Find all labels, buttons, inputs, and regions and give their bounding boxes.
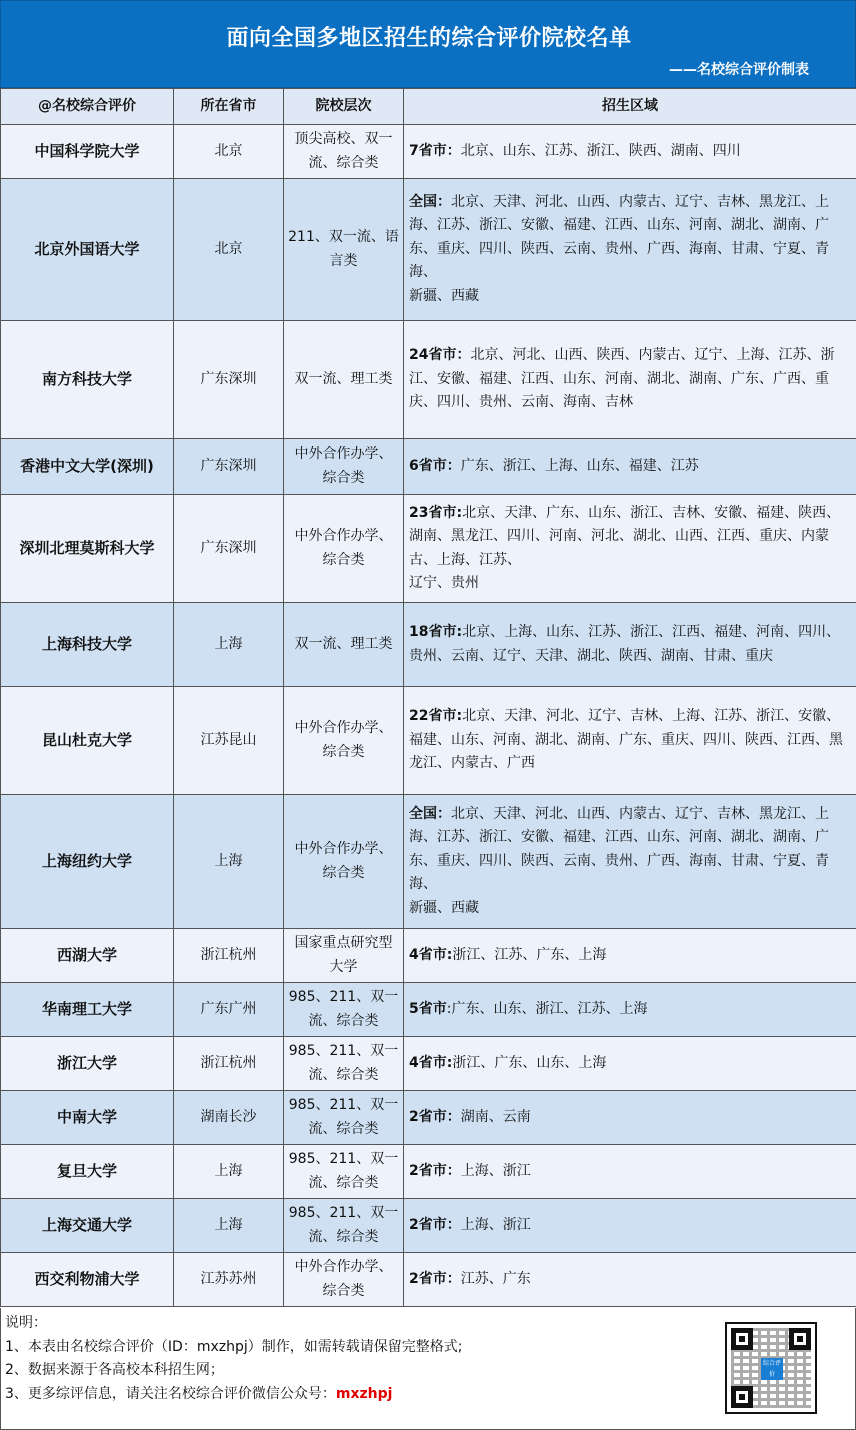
qr-center-logo: 综合评价	[762, 1360, 781, 1378]
school-level: 国家重点研究型大学	[284, 929, 404, 983]
table-row	[1, 1145, 856, 1199]
school-name: 西交利物浦大学	[1, 1253, 174, 1307]
school-name: 复旦大学	[1, 1145, 174, 1199]
admission-region	[404, 687, 856, 795]
qr-finder-top-left	[731, 1328, 753, 1350]
region-list-extra: 辽宁、贵州	[409, 575, 479, 591]
page-subtitle: ——名校综合评价制表	[669, 62, 809, 78]
region-count-label: 2省市：	[409, 1162, 461, 1179]
school-level: 中外合作办学、综合类	[284, 1253, 404, 1307]
wechat-id-highlight: mxzhpj	[335, 1385, 393, 1402]
region-count-label: 2省市：	[409, 1108, 461, 1125]
notes-title: 说明：	[5, 1315, 47, 1331]
school-level: 中外合作办学、综合类	[284, 495, 404, 603]
school-province: 广东深圳	[174, 439, 284, 495]
notes-block	[5, 1312, 462, 1406]
region-count-label: 6省市：	[409, 457, 461, 474]
region-list: :广东、山东、浙江、江苏、上海	[446, 1000, 648, 1017]
region-list: 浙江、广东、山东、上海	[452, 1054, 607, 1071]
region-list: 江苏、广东	[460, 1270, 531, 1287]
table-row	[1, 603, 856, 687]
table-row	[1, 795, 856, 929]
admission-region	[404, 495, 856, 603]
admission-region	[404, 795, 856, 929]
school-name: 昆山杜克大学	[1, 687, 174, 795]
admission-region	[404, 321, 856, 439]
table-row	[1, 687, 856, 795]
qr-finder-bottom-left	[731, 1386, 753, 1408]
admission-region	[404, 439, 856, 495]
school-name: 华南理工大学	[1, 983, 174, 1037]
table-row	[1, 179, 856, 321]
column-header-province: 所在省市	[174, 89, 284, 125]
table-row	[1, 1199, 856, 1253]
school-level: 985、211、双一流、综合类	[284, 1037, 404, 1091]
table-row	[1, 1253, 856, 1307]
region-list: 上海、浙江	[460, 1162, 531, 1179]
school-province: 北京	[174, 179, 284, 321]
school-province: 江苏昆山	[174, 687, 284, 795]
footer-notes-area	[0, 1308, 856, 1430]
school-province: 上海	[174, 603, 284, 687]
note-line-3-text: 3、更多综评信息，请关注名校综合评价微信公众号：	[5, 1385, 336, 1402]
school-name: 北京外国语大学	[1, 179, 174, 321]
admission-region	[404, 125, 856, 179]
admission-region	[404, 983, 856, 1037]
school-province: 广东广州	[174, 983, 284, 1037]
school-level: 985、211、双一流、综合类	[284, 1199, 404, 1253]
column-header-school: @名校综合评价	[1, 89, 174, 125]
region-list: 北京、天津、河北、山西、内蒙古、辽宁、吉林、黑龙江、上海、江苏、浙江、安徽、福建、江西、山东、河南、湖北、湖南、广东、重庆、四川、陕西、云南、贵州、广西、海南、甘肃、宁夏、青海、	[409, 805, 829, 893]
region-list: 浙江、江苏、广东、上海	[452, 946, 607, 963]
region-count-label: 24省市：	[409, 347, 471, 364]
school-province: 北京	[174, 125, 284, 179]
admission-region	[404, 1091, 856, 1145]
school-province: 广东深圳	[174, 495, 284, 603]
region-list: 北京、天津、河北、辽宁、吉林、上海、江苏、浙江、安徽、福建、山东、河南、湖北、湖南、广东、重庆、四川、陕西、江西、黑龙江、内蒙古、广西	[409, 708, 843, 772]
school-province: 上海	[174, 1145, 284, 1199]
table-row	[1, 321, 856, 439]
region-count-label: 全国：	[409, 193, 451, 210]
table-row	[1, 929, 856, 983]
school-level: 985、211、双一流、综合类	[284, 1145, 404, 1199]
table-header-row	[1, 89, 856, 125]
region-list: 广东、浙江、上海、山东、福建、江苏	[460, 457, 699, 474]
admission-region	[404, 1253, 856, 1307]
school-province: 浙江杭州	[174, 929, 284, 983]
region-list: 北京、天津、广东、山东、浙江、吉林、安徽、福建、陕西、湖南、黑龙江、四川、河南、河北、湖北、山西、江西、重庆、内蒙古、上海、江苏、	[409, 504, 841, 568]
region-count-label: 全国：	[409, 805, 451, 822]
admission-region	[404, 179, 856, 321]
region-list: 北京、山东、江苏、浙江、陕西、湖南、四川	[460, 142, 741, 159]
table-row	[1, 1037, 856, 1091]
school-level: 985、211、双一流、综合类	[284, 983, 404, 1037]
admission-region	[404, 1145, 856, 1199]
school-province: 江苏苏州	[174, 1253, 284, 1307]
admission-region	[404, 1037, 856, 1091]
school-level: 中外合作办学、综合类	[284, 687, 404, 795]
table-row	[1, 495, 856, 603]
region-list-extra: 新疆、西藏	[409, 287, 479, 304]
school-name: 中国科学院大学	[1, 125, 174, 179]
region-count-label: 5省市	[409, 1000, 447, 1017]
school-level: 中外合作办学、综合类	[284, 795, 404, 929]
qr-code-icon	[725, 1322, 817, 1414]
region-list: 北京、天津、河北、山西、内蒙古、辽宁、吉林、黑龙江、上海、江苏、浙江、安徽、福建、江西、山东、河南、湖北、湖南、广东、重庆、四川、陕西、云南、贵州、广西、海南、甘肃、宁夏、青海、	[409, 193, 829, 281]
school-name: 西湖大学	[1, 929, 174, 983]
school-level: 中外合作办学、综合类	[284, 439, 404, 495]
school-province: 浙江杭州	[174, 1037, 284, 1091]
school-level: 双一流、理工类	[284, 603, 404, 687]
school-level: 211、双一流、语言类	[284, 179, 404, 321]
page-title: 面向全国多地区招生的综合评价院校名单	[226, 26, 632, 51]
note-line-2: 2、数据来源于各高校本科招生网；	[5, 1362, 224, 1378]
region-count-label: 4省市:	[409, 1054, 453, 1071]
school-name: 浙江大学	[1, 1037, 174, 1091]
column-header-level: 院校层次	[284, 89, 404, 125]
region-list: 北京、河北、山西、陕西、内蒙古、辽宁、上海、江苏、浙江、安徽、福建、江西、山东、河南、湖北、湖南、广东、广西、重庆、四川、贵州、云南、海南、吉林	[409, 347, 835, 411]
region-count-label: 18省市:	[409, 624, 463, 640]
school-level: 顶尖高校、双一流、综合类	[284, 125, 404, 179]
school-name: 中南大学	[1, 1091, 174, 1145]
school-province: 上海	[174, 1199, 284, 1253]
school-name: 上海交通大学	[1, 1199, 174, 1253]
school-name: 香港中文大学(深圳)	[1, 439, 174, 495]
school-name: 深圳北理莫斯科大学	[1, 495, 174, 603]
school-name: 南方科技大学	[1, 321, 174, 439]
note-line-3	[5, 1383, 462, 1407]
school-province: 广东深圳	[174, 321, 284, 439]
table-row	[1, 125, 856, 179]
admission-region	[404, 1199, 856, 1253]
region-count-label: 2省市：	[409, 1216, 461, 1233]
column-header-region: 招生区域	[404, 89, 856, 125]
region-list-extra: 新疆、西藏	[409, 899, 479, 916]
region-list: 湖南、云南	[460, 1108, 531, 1125]
note-line-1: 1、本表由名校综合评价（ID：mxzhpj）制作，如需转载请保留完整格式;	[5, 1338, 463, 1355]
school-province: 上海	[174, 795, 284, 929]
table-row	[1, 439, 856, 495]
admission-region	[404, 603, 856, 687]
table-row	[1, 983, 856, 1037]
school-name: 上海纽约大学	[1, 795, 174, 929]
school-name: 上海科技大学	[1, 603, 174, 687]
region-list: 北京、上海、山东、江苏、浙江、江西、福建、河南、四川、贵州、云南、辽宁、天津、湖北、陕西、湖南、甘肃、重庆	[409, 624, 841, 664]
region-count-label: 22省市:	[409, 708, 463, 725]
admission-region	[404, 929, 856, 983]
admission-table	[0, 88, 856, 1307]
school-level: 985、211、双一流、综合类	[284, 1091, 404, 1145]
table-row	[1, 1091, 856, 1145]
region-list: 上海、浙江	[460, 1216, 531, 1233]
school-province: 湖南长沙	[174, 1091, 284, 1145]
qr-finder-top-right	[789, 1328, 811, 1350]
school-level: 双一流、理工类	[284, 321, 404, 439]
table-header-banner	[0, 0, 856, 88]
region-count-label: 7省市：	[409, 142, 461, 159]
region-count-label: 2省市：	[409, 1270, 461, 1287]
region-count-label: 4省市:	[409, 946, 453, 963]
region-count-label: 23省市:	[409, 504, 463, 521]
